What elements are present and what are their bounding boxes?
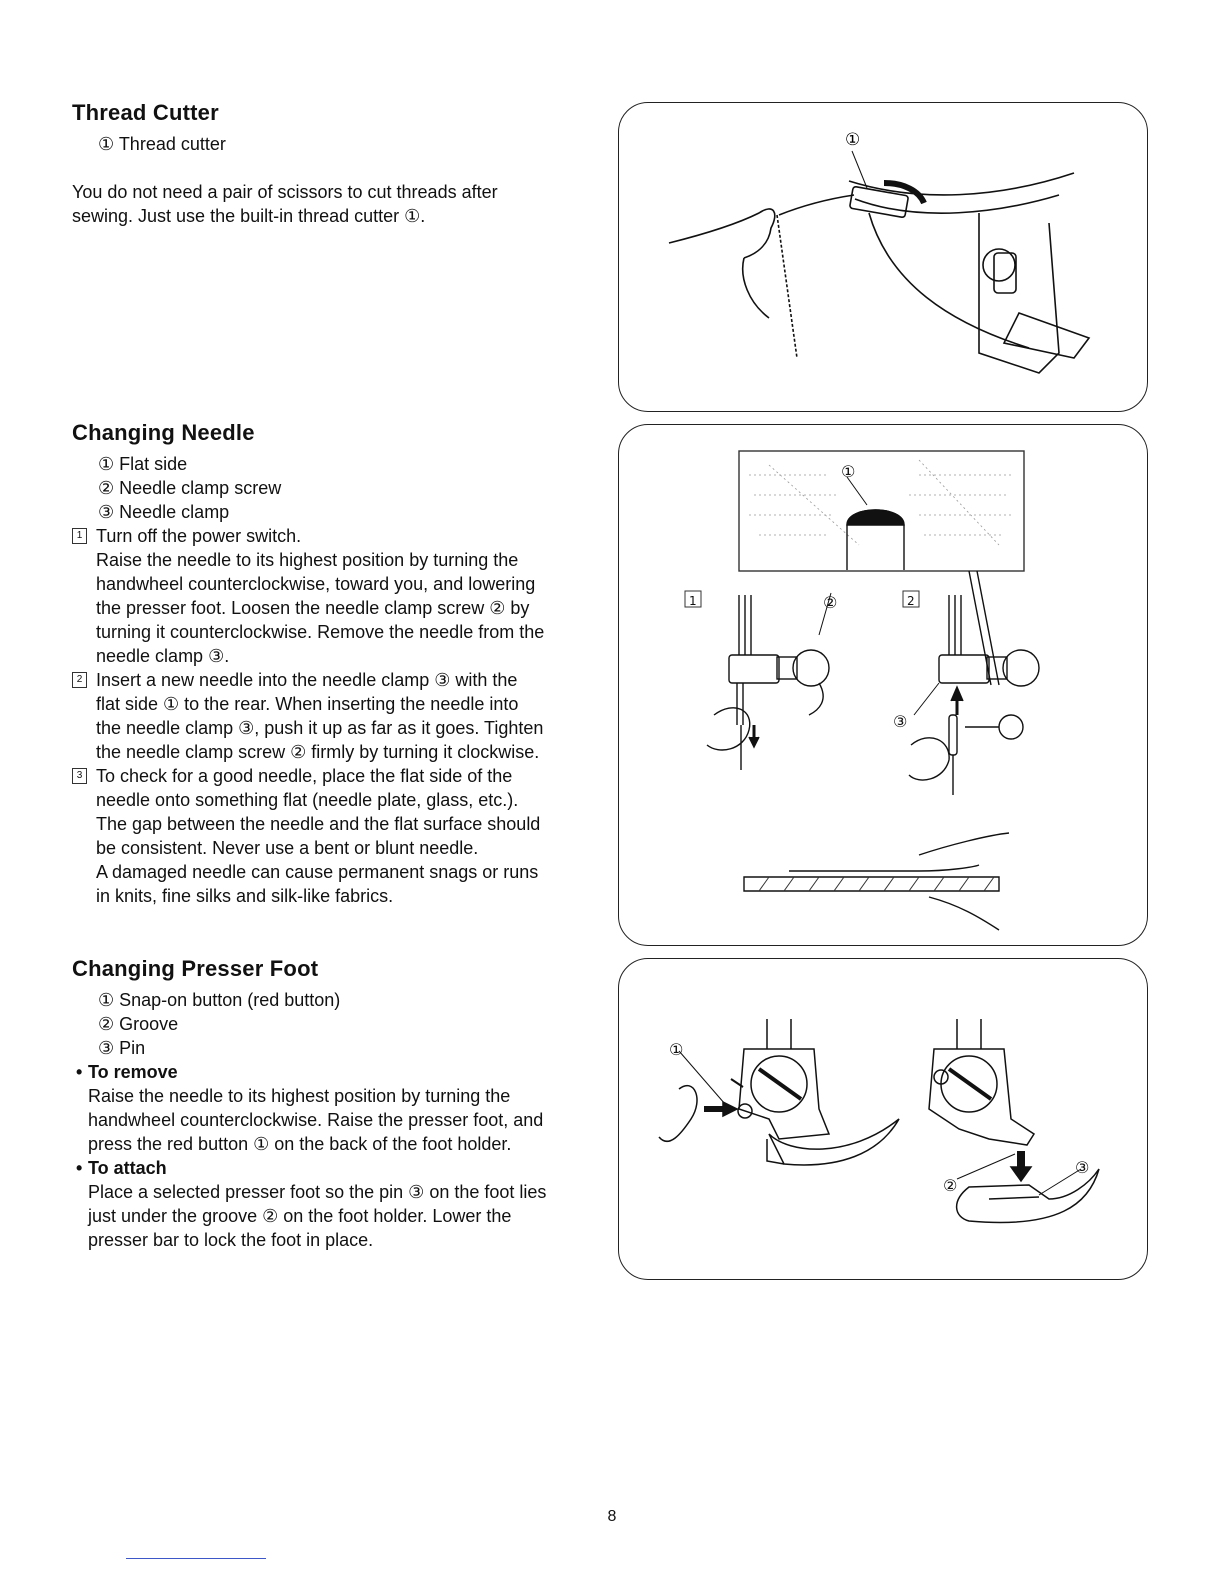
section-thread-cutter	[72, 100, 602, 228]
figure-label: ③	[893, 712, 908, 731]
body-line: just under the groove ② on the foot holder. Lower the	[88, 1206, 512, 1226]
step-number: 3	[72, 768, 87, 784]
changing-needle-illustration	[619, 425, 1148, 946]
step-line: the presser foot. Loosen the needle clamp screw ② by	[96, 598, 530, 618]
presser-foot-illustration	[619, 959, 1148, 1280]
figure-label: 1	[689, 594, 697, 608]
step-1	[72, 524, 602, 548]
step-2	[72, 668, 602, 692]
step-line: A damaged needle can cause permanent snags or runs	[96, 862, 539, 882]
step-line: turning it counterclockwise. Remove the needle from the	[96, 622, 545, 642]
legend-item: ③ Pin	[98, 1038, 146, 1058]
step-line: the needle clamp screw ② firmly by turning it clockwise.	[96, 742, 540, 762]
legend-item: ① Snap-on button (red button)	[98, 990, 341, 1010]
figure-label: ①	[841, 462, 856, 481]
step-line: flat side ① to the rear. When inserting the needle into	[96, 694, 519, 714]
step-line: The gap between the needle and the flat surface should	[96, 814, 541, 834]
subheading-to-attach: • To attach	[72, 1156, 602, 1180]
figure-changing-needle	[618, 424, 1148, 946]
heading-thread-cutter: Thread Cutter	[72, 100, 219, 125]
figure-label: ③	[1075, 1158, 1090, 1177]
step-line: in knits, fine silks and silk-like fabrics.	[96, 886, 394, 906]
step-text: To check for a good needle, place the flat side of the	[96, 766, 513, 786]
body-line: sewing. Just use the built-in thread cutter ①.	[72, 206, 426, 226]
figure-label: ①	[845, 130, 861, 150]
step-number: 1	[72, 528, 87, 544]
section-changing-needle	[72, 420, 602, 908]
figure-label: ②	[823, 593, 838, 612]
step-line: the needle clamp ③, push it up as far as it goes. Tighten	[96, 718, 544, 738]
footer-rule	[126, 1558, 266, 1559]
legend-item: ① Flat side	[98, 454, 188, 474]
figure-label: ②	[943, 1176, 958, 1195]
step-text: Turn off the power switch.	[96, 526, 302, 546]
body-line: Place a selected presser foot so the pin ③ on the foot lies	[88, 1182, 547, 1202]
step-text: Insert a new needle into the needle clamp ③ with the	[96, 670, 518, 690]
heading-changing-needle: Changing Needle	[72, 420, 255, 445]
heading-changing-presser-foot: Changing Presser Foot	[72, 956, 319, 981]
step-3	[72, 764, 602, 788]
step-line: handwheel counterclockwise, toward you, and lowering	[96, 574, 536, 594]
subheading-to-remove: • To remove	[72, 1060, 602, 1084]
legend-item: ② Needle clamp screw	[98, 478, 282, 498]
figure-label: 2	[907, 594, 915, 608]
body-line: Raise the needle to its highest position by turning the	[88, 1086, 511, 1106]
body-line: presser bar to lock the foot in place.	[88, 1230, 374, 1250]
step-line: needle clamp ③.	[96, 646, 230, 666]
figure-changing-presser-foot	[618, 958, 1148, 1280]
legend-item: ③ Needle clamp	[98, 502, 230, 522]
thread-cutter-illustration	[619, 103, 1148, 412]
step-line: be consistent. Never use a bent or blunt needle.	[96, 838, 479, 858]
step-line: Raise the needle to its highest position by turning the	[96, 550, 519, 570]
step-number: 2	[72, 672, 87, 688]
legend-item: ② Groove	[98, 1014, 179, 1034]
figure-label: ①	[669, 1040, 684, 1059]
body-line: press the red button ① on the back of the foot holder.	[88, 1134, 512, 1154]
page-number: 8	[607, 1508, 617, 1525]
legend-thread-cutter: ① Thread cutter	[98, 134, 226, 154]
step-line: needle onto something flat (needle plate, glass, etc.).	[96, 790, 519, 810]
body-line: handwheel counterclockwise. Raise the presser foot, and	[88, 1110, 544, 1130]
body-line: You do not need a pair of scissors to cut threads after	[72, 182, 498, 202]
figure-thread-cutter	[618, 102, 1148, 412]
section-changing-presser-foot	[72, 956, 602, 1252]
